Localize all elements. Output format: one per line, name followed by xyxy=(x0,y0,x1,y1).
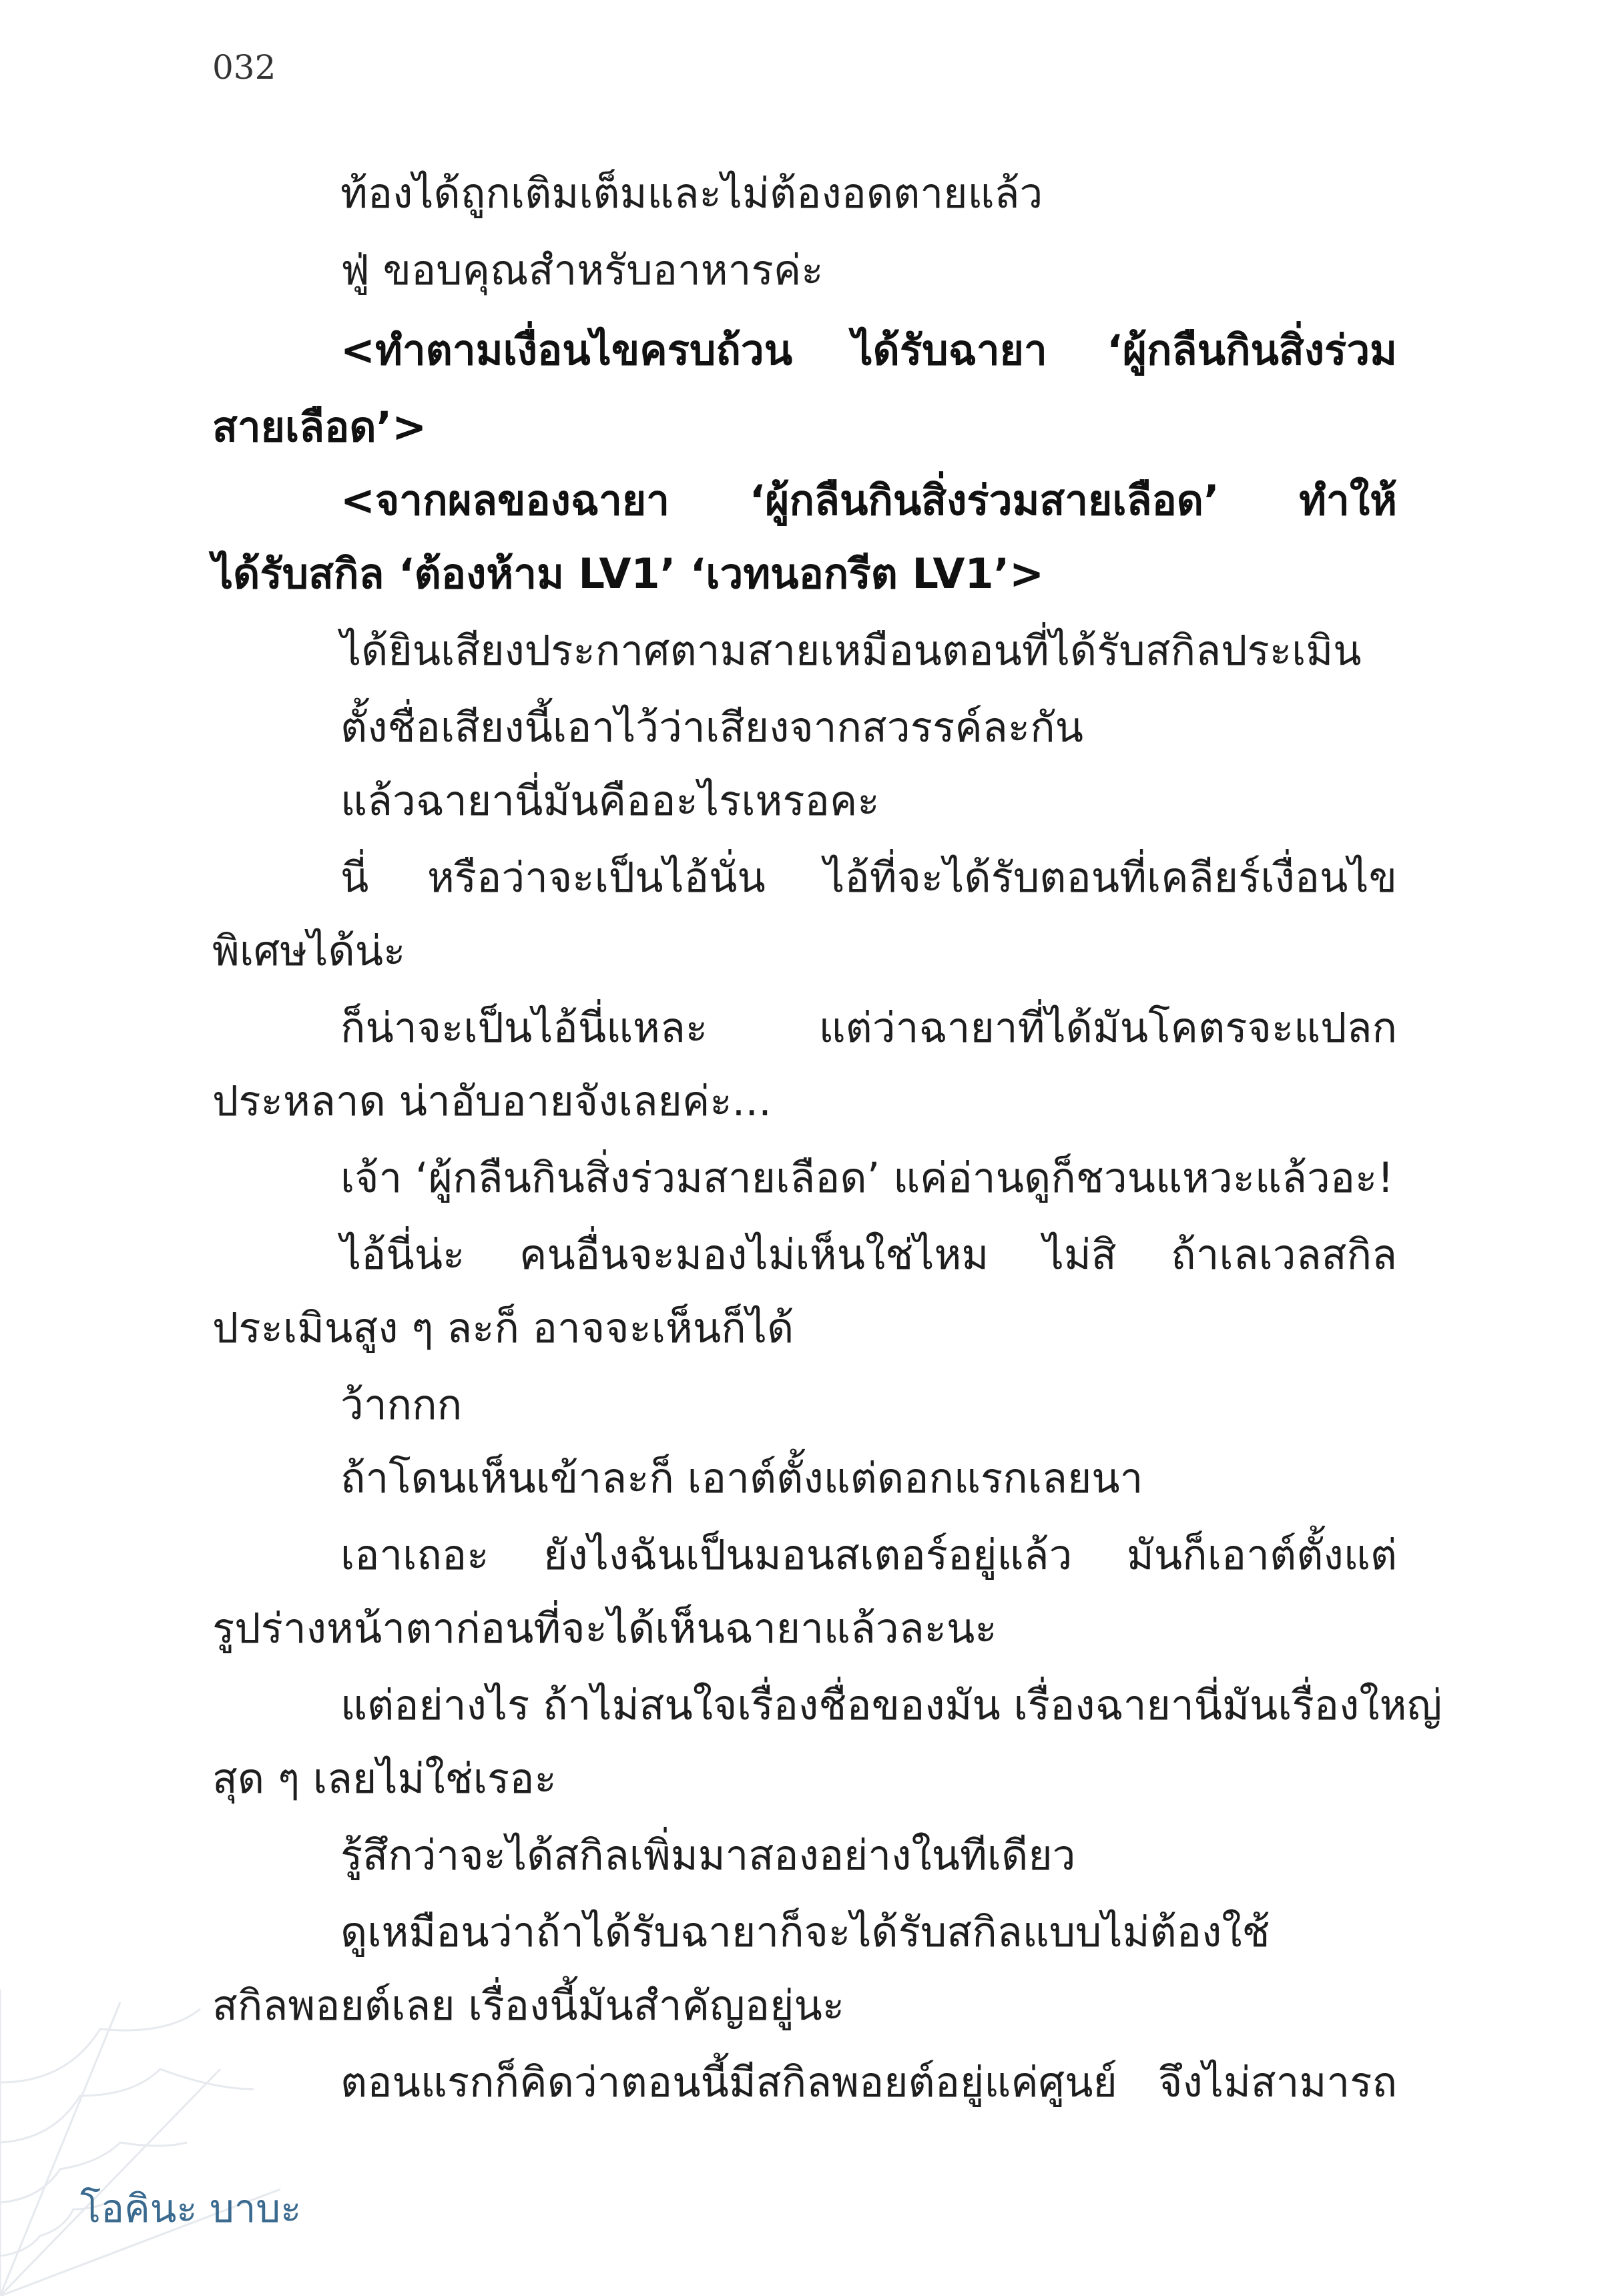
text-line: เจ้า ‘ผู้กลืนกินสิ่งร่วมสายเลือด’ แค่อ่านดูก็ชวนแหวะแล้วอะ! xyxy=(340,1153,1394,1202)
text-line: ก็น่าจะเป็นไอ้นี่แหละ แต่ว่าฉายาที่ได้มันโคตรจะแปลก xyxy=(340,1003,1397,1052)
text-line: ถ้าโดนเห็นเข้าละก็ เอาต์ตั้งแต่ดอกแรกเลยนา xyxy=(340,1454,1143,1502)
system-message-line: <จากผลของฉายา ‘ผู้กลืนกินสิ่งร่วมสายเลือด’ ทำให้ xyxy=(340,476,1397,525)
system-message-line: <ทำตามเงื่อนไขครบถ้วน ได้รับฉายา ‘ผู้กลืนกินสิ่งร่วม xyxy=(340,326,1397,374)
text-line: สุด ๆ เลยไม่ใช่เรอะ xyxy=(212,1754,557,1803)
text-line: ว้ากกก xyxy=(340,1380,463,1429)
text-line: นี่ หรือว่าจะเป็นไอ้นั่น ไอ้ที่จะได้รับตอนที่เคลียร์เงื่อนไข xyxy=(340,853,1397,902)
text-line: ไอ้นี่น่ะ คนอื่นจะมองไม่เห็นใช่ไหม ไม่สิ ถ้าเลเวลสกิล xyxy=(340,1230,1397,1279)
text-line: ได้ยินเสียงประกาศตามสายเหมือนตอนที่ได้รับสกิลประเมิน xyxy=(340,626,1362,675)
author-name: โอคินะ บาบะ xyxy=(80,2186,302,2231)
spider-web-decoration xyxy=(0,1989,280,2296)
system-message-line: ได้รับสกิล ‘ต้องห้าม LV1’ ‘เวทนอกรีต LV1’> xyxy=(212,549,1045,598)
text-line: แล้วฉายานี่มันคืออะไรเหรอคะ xyxy=(340,776,880,825)
text-line: ท้องได้ถูกเติมเต็มและไม่ต้องอดตายแล้ว xyxy=(340,169,1043,218)
text-line: รู้สึกว่าจะได้สกิลเพิ่มมาสองอย่างในทีเดียว xyxy=(340,1831,1076,1880)
text-line: แต่อย่างไร ถ้าไม่สนใจเรื่องชื่อของมัน เรื่องฉายานี่มันเรื่องใหญ่ xyxy=(340,1681,1442,1729)
text-line: ฟู่ ขอบคุณสำหรับอาหารค่ะ xyxy=(340,246,824,294)
text-line: สกิลพอยต์เลย เรื่องนี้มันสำคัญอยู่นะ xyxy=(212,1981,845,2030)
text-line: ตั้งชื่อเสียงนี้เอาไว้ว่าเสียงจากสวรรค์ละกัน xyxy=(340,703,1084,752)
system-message-line: สายเลือด’> xyxy=(212,402,427,451)
text-line: เอาเถอะ ยังไงฉันเป็นมอนสเตอร์อยู่แล้ว มันก็เอาต์ตั้งแต่ xyxy=(340,1530,1397,1579)
text-line: ประหลาด น่าอับอายจังเลยค่ะ... xyxy=(212,1077,772,1125)
text-line: พิเศษได้น่ะ xyxy=(212,926,406,975)
text-line: ประเมินสูง ๆ ละก็ อาจจะเห็นก็ได้ xyxy=(212,1304,794,1352)
text-line: ตอนแรกก็คิดว่าตอนนี้มีสกิลพอยต์อยู่แค่ศูนย์ จึงไม่สามารถ xyxy=(340,2058,1397,2106)
page-number: 032 xyxy=(212,48,276,87)
text-line: รูปร่างหน้าตาก่อนที่จะได้เห็นฉายาแล้วละนะ xyxy=(212,1604,997,1653)
text-line: ดูเหมือนว่าถ้าได้รับฉายาก็จะได้รับสกิลแบบไม่ต้องใช้ xyxy=(340,1908,1270,1956)
